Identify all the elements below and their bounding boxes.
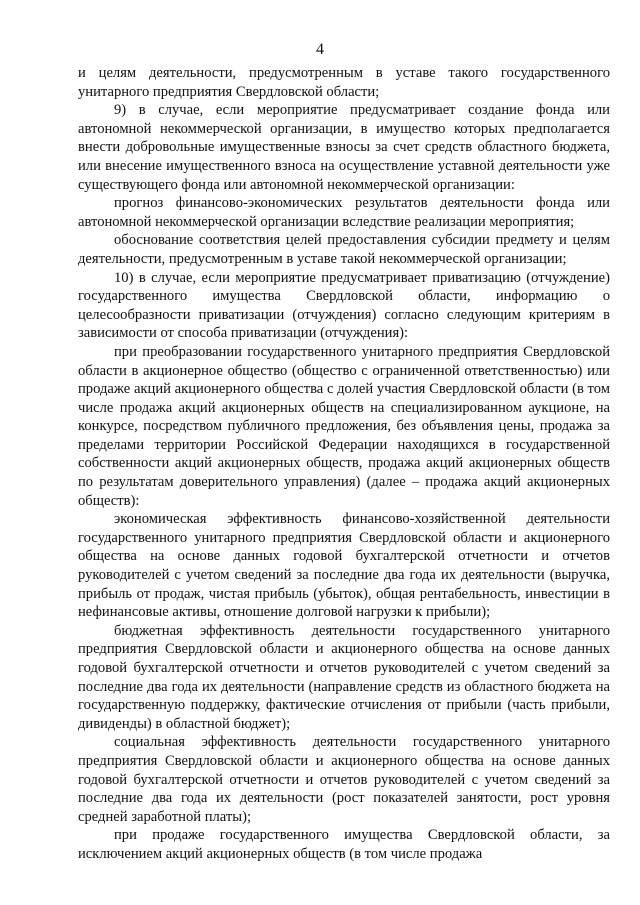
paragraph: 10) в случае, если мероприятие предусматривает приватизацию (отчуждение) государственного имущества Свердловской области, информацию о целесообразности приватизации (отчуждения) согласно следующим критериям в зависимости от способа приватизации (отчуждения): [78,269,610,342]
paragraph: экономическая эффективность финансово-хозяйственной деятельности государственного унитарного предприятия Свердловской области и акционерного общества на основе данных годовой бухгалтерской отчетности и отчетов руководителей с учетом сведений за последние два года их деятельности (выручка, прибыль от продаж, чистая прибыль (убыток), общая рентабельность, инвестиции в нефинансовые активы, отношение долговой нагрузки к прибыли); [78,511,610,621]
paragraph: при преобразовании государственного унитарного предприятия Свердловской области в акционерное общество (общество с ограниченной ответственностью) или продаже акций акционерного общества с долей участия Свердловской области (в том числе продажа акций акционерных обществ на специализированном аукционе, на конкурсе, посредством публичного предложения, без объявления цены, продажа за пределами территории Российской Федерации находящихся в государственной собственности акций акционерных обществ, продажа акций акционерных обществ по результатам доверительного управления) (далее – продажа акций акционерных обществ): [78,343,610,509]
paragraph: и целям деятельности, предусмотренным в уставе такого государственного унитарного предприятия Свердловской области; [78,65,610,100]
paragraph: при продаже государственного имущества Свердловской области, за исключением акций акционерных обществ (в том числе продажа [78,827,610,862]
document-body [78,64,610,864]
page-number: 4 [316,41,324,58]
paragraph: обоснование соответствия целей предоставления субсидии предмету и целям деятельности, предусмотренным в уставе такой некоммерческой организации; [78,232,610,267]
paragraph: социальная эффективность деятельности государственного унитарного предприятия Свердловской области и акционерного общества на основе данных годовой бухгалтерской отчетности и отчетов руководителей с учетом сведений за последние два года их деятельности (рост показателей занятости, рост уровня средней заработной платы); [78,734,610,825]
paragraph: бюджетная эффективность деятельности государственного унитарного предприятия Свердловской области и акционерного общества на основе данных годовой бухгалтерской отчетности и отчетов руководителей с учетом сведений за последние два года их деятельности (направление средств из областного бюджета на государственную поддержку, фактические отчисления от прибыли (часть прибыли, дивиденды) в областной бюджет); [78,622,610,732]
paragraph: 9) в случае, если мероприятие предусматривает создание фонда или автономной некоммерческой организации, в имущество которых предполагается внести добровольные имущественные взносы за счет средств областного бюджета, или внесение имущественного взноса на осуществление уставной деятельности уже существующего фонда или автономной некоммерческой организации: [78,102,610,193]
paragraph: прогноз финансово-экономических результатов деятельности фонда или автономной некоммерческой организации вследствие реализации мероприятия; [78,195,610,230]
